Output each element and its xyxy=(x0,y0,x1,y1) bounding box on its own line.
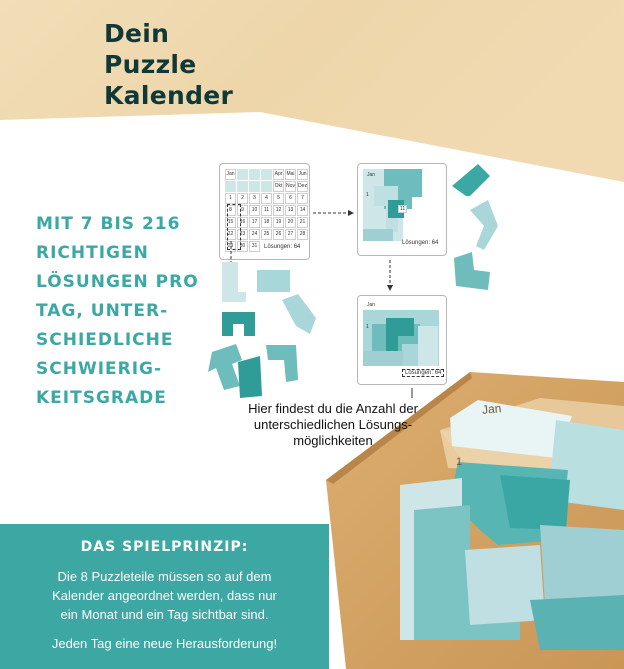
calendar-month-jan: Jan xyxy=(367,302,376,308)
rules-line: ein Monat und ein Tag sichtbar sind. xyxy=(60,607,269,622)
solutions-label: Lösungen: 64 xyxy=(264,244,301,250)
calendar-day-cell: 7 xyxy=(297,193,308,204)
calendar-month-cell xyxy=(225,181,236,192)
tagline-line: TAG, UNTER- xyxy=(36,301,169,321)
tagline-line: MIT 7 BIS 216 xyxy=(36,214,181,234)
calendar-month-cell xyxy=(261,169,272,180)
selection-marker xyxy=(227,204,241,250)
calendar-month-cell xyxy=(237,181,248,192)
calendar-month-cell xyxy=(237,169,248,180)
calendar-day-cell: 4 xyxy=(261,193,272,204)
calendar-day-11: 11 xyxy=(400,206,406,212)
rules-line: Die 8 Puzzleteile müssen so auf dem xyxy=(57,569,272,584)
tagline xyxy=(36,210,226,413)
calendar-day-cell: 2 xyxy=(237,193,248,204)
calendar-day-cell: 10 xyxy=(249,205,260,216)
rules-heading: DAS SPIELPRINZIP: xyxy=(80,539,249,555)
calendar-month-cell xyxy=(261,181,272,192)
solutions-label: Lösungen: 64 xyxy=(402,240,439,246)
calendar-month-cell xyxy=(249,181,260,192)
solutions-label-highlight: Lösungen: 64 xyxy=(402,369,444,377)
calendar-month-cell: Nov xyxy=(285,181,296,192)
calendar-day-cell: 27 xyxy=(285,229,296,240)
calendar-month-jan: Jan xyxy=(367,172,376,178)
calendar-day-cell: 30 xyxy=(237,241,248,252)
calendar-day-cell: 15 xyxy=(225,217,236,228)
calendar-day-cell: 31 xyxy=(249,241,260,252)
rules-box xyxy=(0,524,329,669)
calendar-month-cell: Dez xyxy=(297,181,308,192)
calendar-day-cell: 14 xyxy=(297,205,308,216)
calendar-day-cell: 6 xyxy=(285,193,296,204)
calendar-day-cell: 8 xyxy=(225,205,236,216)
tagline-line: SCHIEDLICHE xyxy=(36,330,174,350)
calendar-month-cell: Apr xyxy=(273,169,284,180)
calendar-day-cell: 26 xyxy=(273,229,284,240)
tagline-line: SCHWIERIG- xyxy=(36,359,163,379)
calendar-day-cell: 29 xyxy=(225,241,236,252)
rules-line: Kalender angeordnet werden, dass nur xyxy=(52,588,277,603)
calendar-day-cell: 9 xyxy=(237,205,248,216)
calendar-day-cell: 23 xyxy=(237,229,248,240)
calendar-day-cell: 1 xyxy=(225,193,236,204)
tagline-line: KEITSGRADE xyxy=(36,388,167,408)
calendar-diagram-full xyxy=(219,163,310,260)
calendar-day-cell: 24 xyxy=(249,229,260,240)
title-line-3: Kalender xyxy=(104,81,234,110)
calendar-day-cell: 11 xyxy=(261,205,272,216)
calendar-day-1: 1 xyxy=(366,192,369,198)
note-line: möglichkeiten xyxy=(293,433,373,448)
calendar-month-cell: Okt xyxy=(273,181,284,192)
title-line-1: Dein xyxy=(104,19,170,48)
calendar-day-cell: 20 xyxy=(285,217,296,228)
tagline-line: LÖSUNGEN PRO xyxy=(36,272,199,292)
title-line-2: Puzzle xyxy=(104,50,197,79)
calendar-day-cell: 3 xyxy=(249,193,260,204)
calendar-day-1: 1 xyxy=(366,324,369,330)
solutions-note xyxy=(214,401,452,449)
calendar-month-cell: Jun xyxy=(297,169,308,180)
page-title xyxy=(104,18,233,111)
calendar-day-cell: 13 xyxy=(285,205,296,216)
calendar-day-cell: 21 xyxy=(297,217,308,228)
calendar-day-cell: 28 xyxy=(297,229,308,240)
rules-text xyxy=(0,567,329,624)
note-line: unterschiedlichen Lösungs- xyxy=(253,417,413,432)
calendar-diagram-solved xyxy=(357,295,447,385)
calendar-month-cell: Jan xyxy=(225,169,236,180)
calendar-month-cell: Mai xyxy=(285,169,296,180)
note-line: Hier findest du die Anzahl der xyxy=(248,401,418,416)
board-day-label: 1 xyxy=(456,456,463,468)
rules-challenge: Jeden Tag eine neue Herausforderung! xyxy=(51,636,278,651)
calendar-day-cell: 19 xyxy=(273,217,284,228)
calendar-day-cell: 25 xyxy=(261,229,272,240)
tagline-line: RICHTIGEN xyxy=(36,243,149,263)
calendar-month-cell xyxy=(249,169,260,180)
board-month-label: Jan xyxy=(481,401,502,417)
calendar-day-cell: 22 xyxy=(225,229,236,240)
calendar-day-cell: 12 xyxy=(273,205,284,216)
calendar-day-cell: 17 xyxy=(249,217,260,228)
calendar-diagram-partial xyxy=(357,163,447,256)
calendar-day-cell: 16 xyxy=(237,217,248,228)
calendar-day-cell: 5 xyxy=(273,193,284,204)
calendar-day-cell: 18 xyxy=(261,217,272,228)
